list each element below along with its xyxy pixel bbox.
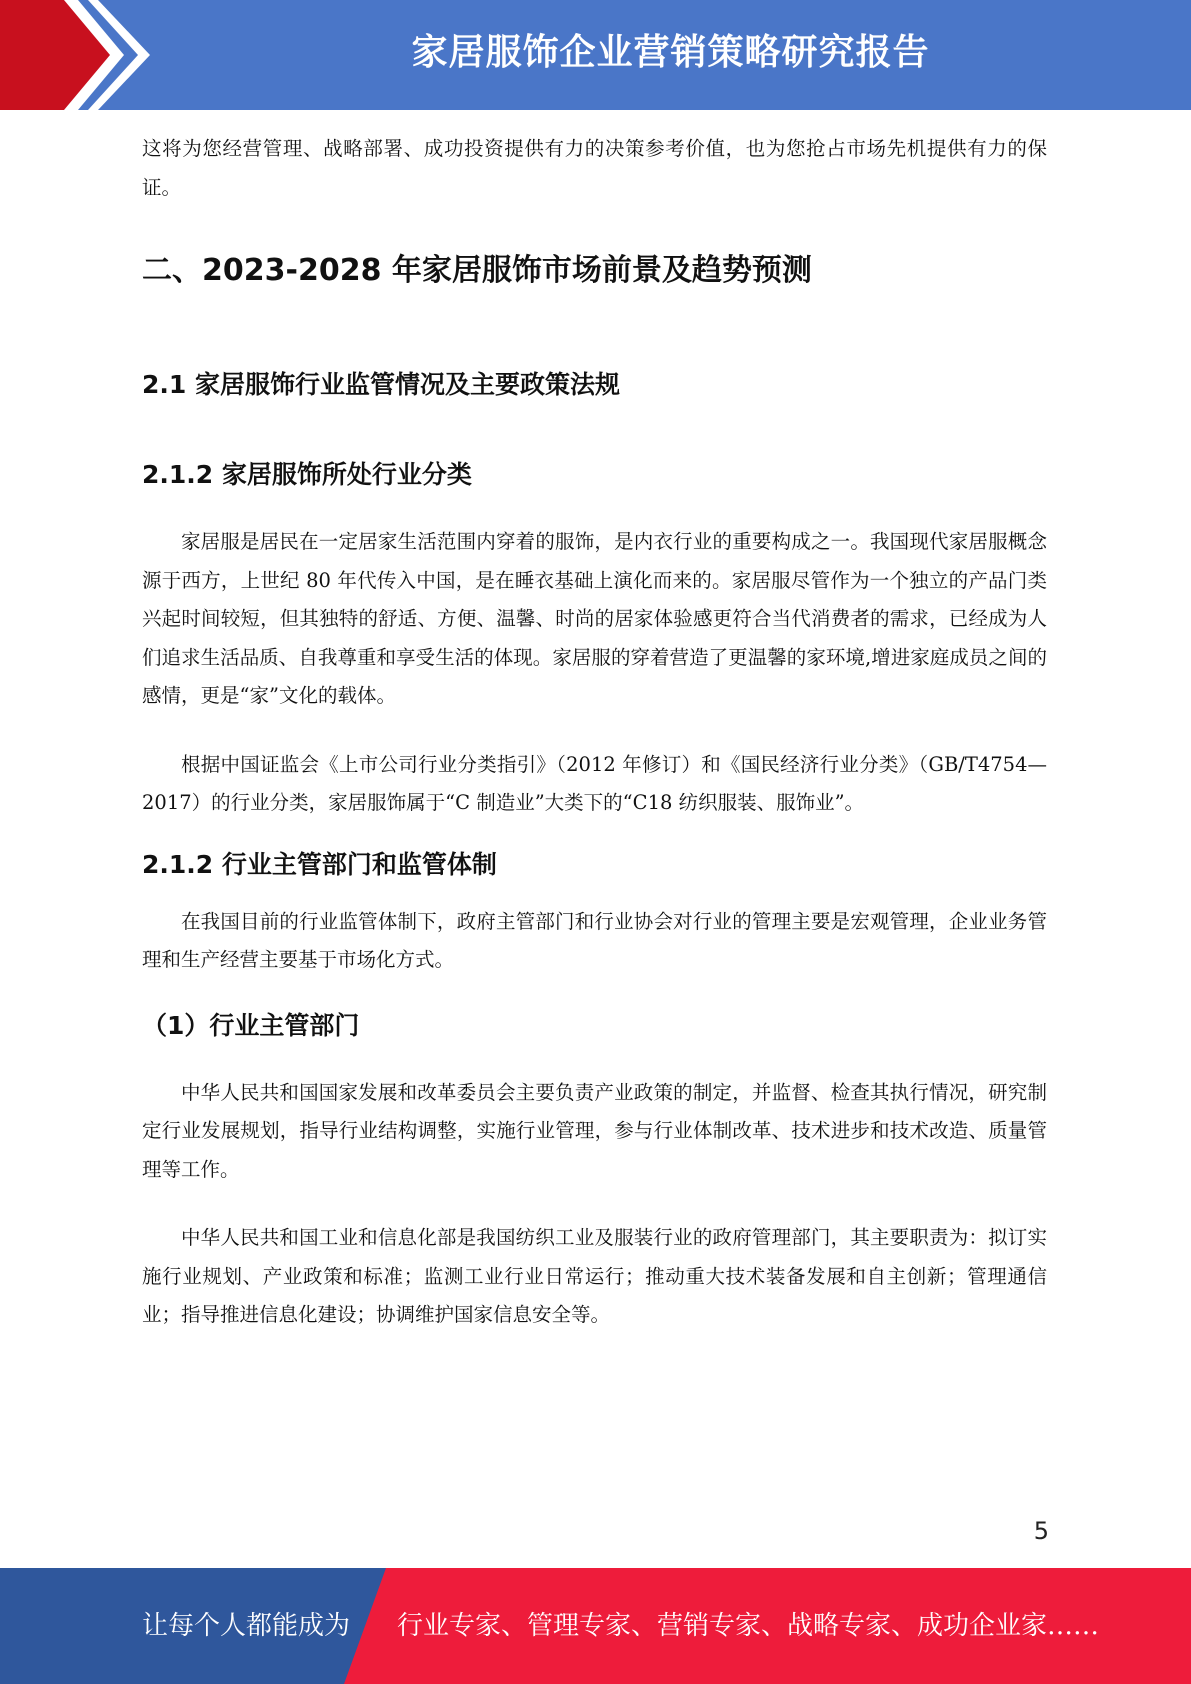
intro-paragraph: 这将为您经营管理、战略部署、成功投资提供有力的决策参考价值，也为您抢占市场先机提供有力的保证。 [142, 137, 1047, 199]
page-number: 5 [1033, 1517, 1049, 1545]
paragraph-miit: 中华人民共和国工业和信息化部是我国纺织工业及服装行业的政府管理部门，其主要职责为：拟订实施行业规划、产业政策和标准；监测工业行业日常运行；推动重大技术装备发展和自主创新；管理通信业；指导推进信息化建设；协调维护国家信息安全等。 [142, 1226, 1047, 1326]
subsection-heading-industry-classification: 2.1.2 家居服饰所处行业分类 [142, 460, 472, 489]
page-header [0, 0, 1191, 110]
page-footer [0, 1568, 1191, 1684]
header-chevron-decoration [0, 0, 150, 110]
paragraph-ndrc: 中华人民共和国国家发展和改革委员会主要负责产业政策的制定，并监督、检查其执行情况，研究制定行业发展规划，指导行业结构调整，实施行业管理，参与行业体制改革、技术进步和技术改造、质量管理等工作。 [142, 1080, 1047, 1181]
document-body [142, 130, 1047, 1335]
subsection-heading-regulatory-system: 2.1.2 行业主管部门和监管体制 [142, 849, 497, 879]
paragraph-home-wear-definition: 家居服是居民在一定居家生活范围内穿着的服饰，是内衣行业的重要构成之一。我国现代家居服概念源于西方，上世纪 80 年代传入中国，是在睡衣基础上演化而来的。家居服尽管作为一个独立的产品门类兴起时间较短，但其独特的舒适、方便、温馨、时尚的居家体验感更符合当代消费者的需求，已经成为人们追求生活品质、自我尊重和享受生活的体现。家居服的穿着营造了更温馨的家环境,增进家庭成员之间的感情，更是“家”文化的载体。 [142, 530, 1047, 707]
report-title: 家居服饰企业营销策略研究报告 [411, 32, 930, 73]
subsection-heading-2-1: 2.1 家居服饰行业监管情况及主要政策法规 [142, 370, 620, 399]
paragraph-industry-classification: 根据中国证监会《上市公司行业分类指引》（2012 年修订）和《国民经济行业分类》（GB/T4754—2017）的行业分类，家居服饰属于“C 制造业”大类下的“C18 纺织服装、服饰业”。 [142, 752, 1047, 814]
footer-slogan-left: 让每个人都能成为 [142, 1611, 351, 1641]
footer-slogan-right: 行业专家、管理专家、营销专家、战略专家、成功企业家…… [397, 1611, 1100, 1641]
paragraph-regulatory-system: 在我国目前的行业监管体制下，政府主管部门和行业协会对行业的管理主要是宏观管理，企业业务管理和生产经营主要基于市场化方式。 [142, 909, 1047, 971]
subsection-heading-authorities: （1）行业主管部门 [142, 1010, 360, 1040]
section-heading: 二、2023-2028 年家居服饰市场前景及趋势预测 [142, 253, 812, 288]
